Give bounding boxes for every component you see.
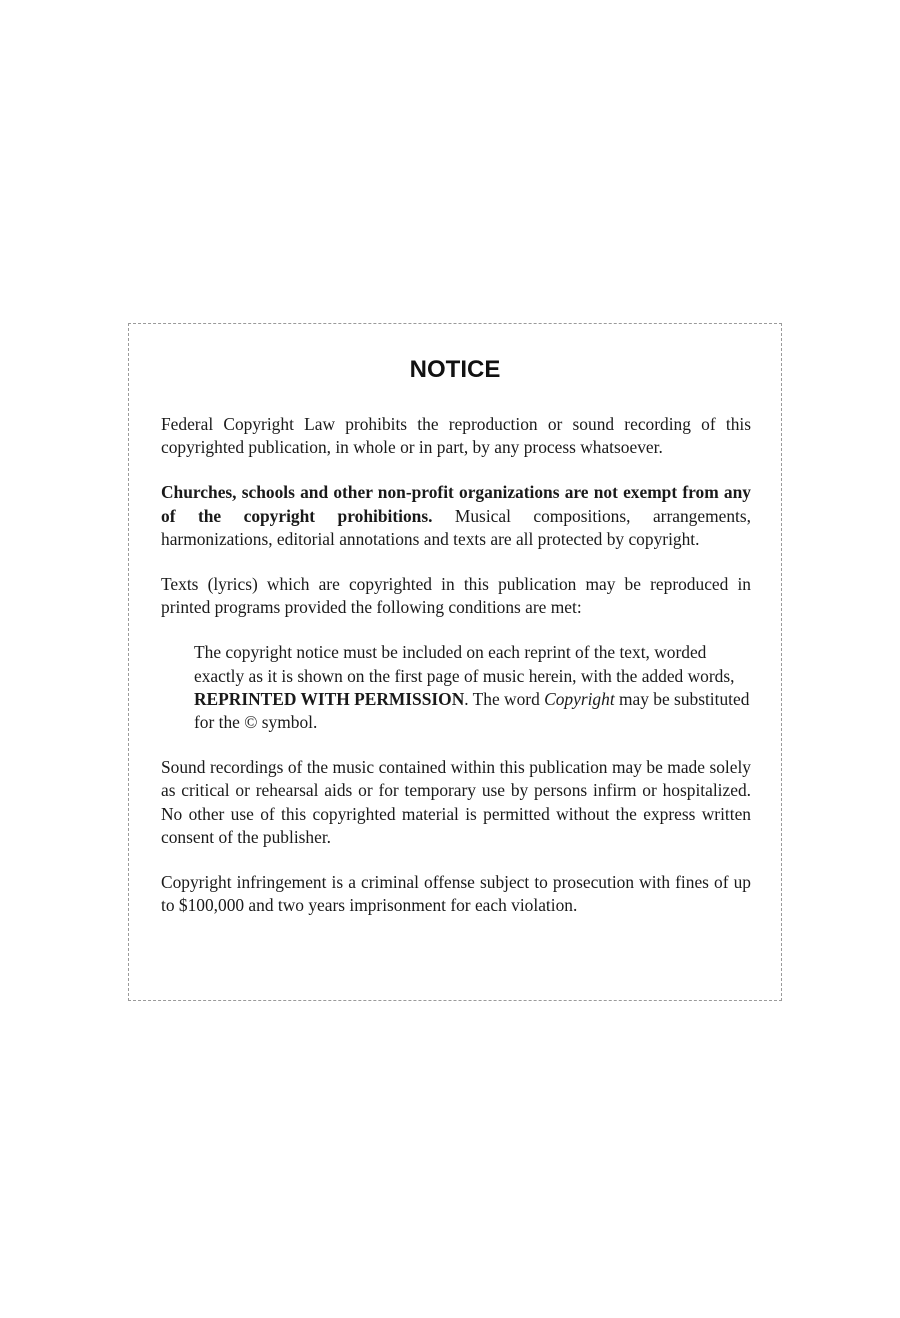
- paragraph-reproduction-prohibited: [161, 413, 751, 459]
- notice-box: [128, 323, 782, 1001]
- copyright-word: Copyright: [544, 688, 615, 709]
- bold-statement: Churches, schools and other non-profit organizations are not exempt from any of the copyright prohibitions.: [161, 482, 751, 526]
- paragraph-text: The copyright notice must be included on each reprint of the text, worded exactly as it is shown on the first page of music herein, with the added words,: [194, 642, 735, 686]
- paragraph-infringement: [161, 871, 751, 917]
- notice-title: NOTICE: [409, 356, 501, 383]
- paragraph-text: Federal Copyright Law prohibits the reproduction or sound recording of this copyrighted publication, in whole or in part, by any process whatsoever.: [161, 414, 751, 458]
- notice-body: [161, 413, 751, 939]
- paragraph-not-exempt: [161, 481, 751, 551]
- reprinted-with-permission: REPRINTED WITH PERMISSION: [194, 688, 465, 709]
- paragraph-text: may be substituted for the © symbol.: [194, 688, 750, 733]
- paragraph-text: Musical compositions, arrangements, harmonizations, editorial annotations and texts are all protected by copyright.: [161, 505, 751, 549]
- paragraph-text: Copyright infringement is a criminal offense subject to prosecution with fines of up to $100,000 and two years imprisonment for each violation.: [161, 872, 751, 916]
- paragraph-text: Sound recordings of the music contained within this publication may be made solely as critical or rehearsal aids or for temporary use by persons infirm or hospitalized. No other use of this copyrighted material is permitted without the express written consent of the publisher.: [161, 757, 751, 847]
- paragraph-sound-recordings: [161, 756, 751, 849]
- paragraph-text: . The word: [464, 688, 545, 709]
- paragraph-conditions: [194, 641, 751, 734]
- paragraph-texts-lyrics: [161, 573, 751, 619]
- paragraph-text: Texts (lyrics) which are copyrighted in this publication may be reproduced in printed programs provided the following conditions are met:: [161, 574, 751, 618]
